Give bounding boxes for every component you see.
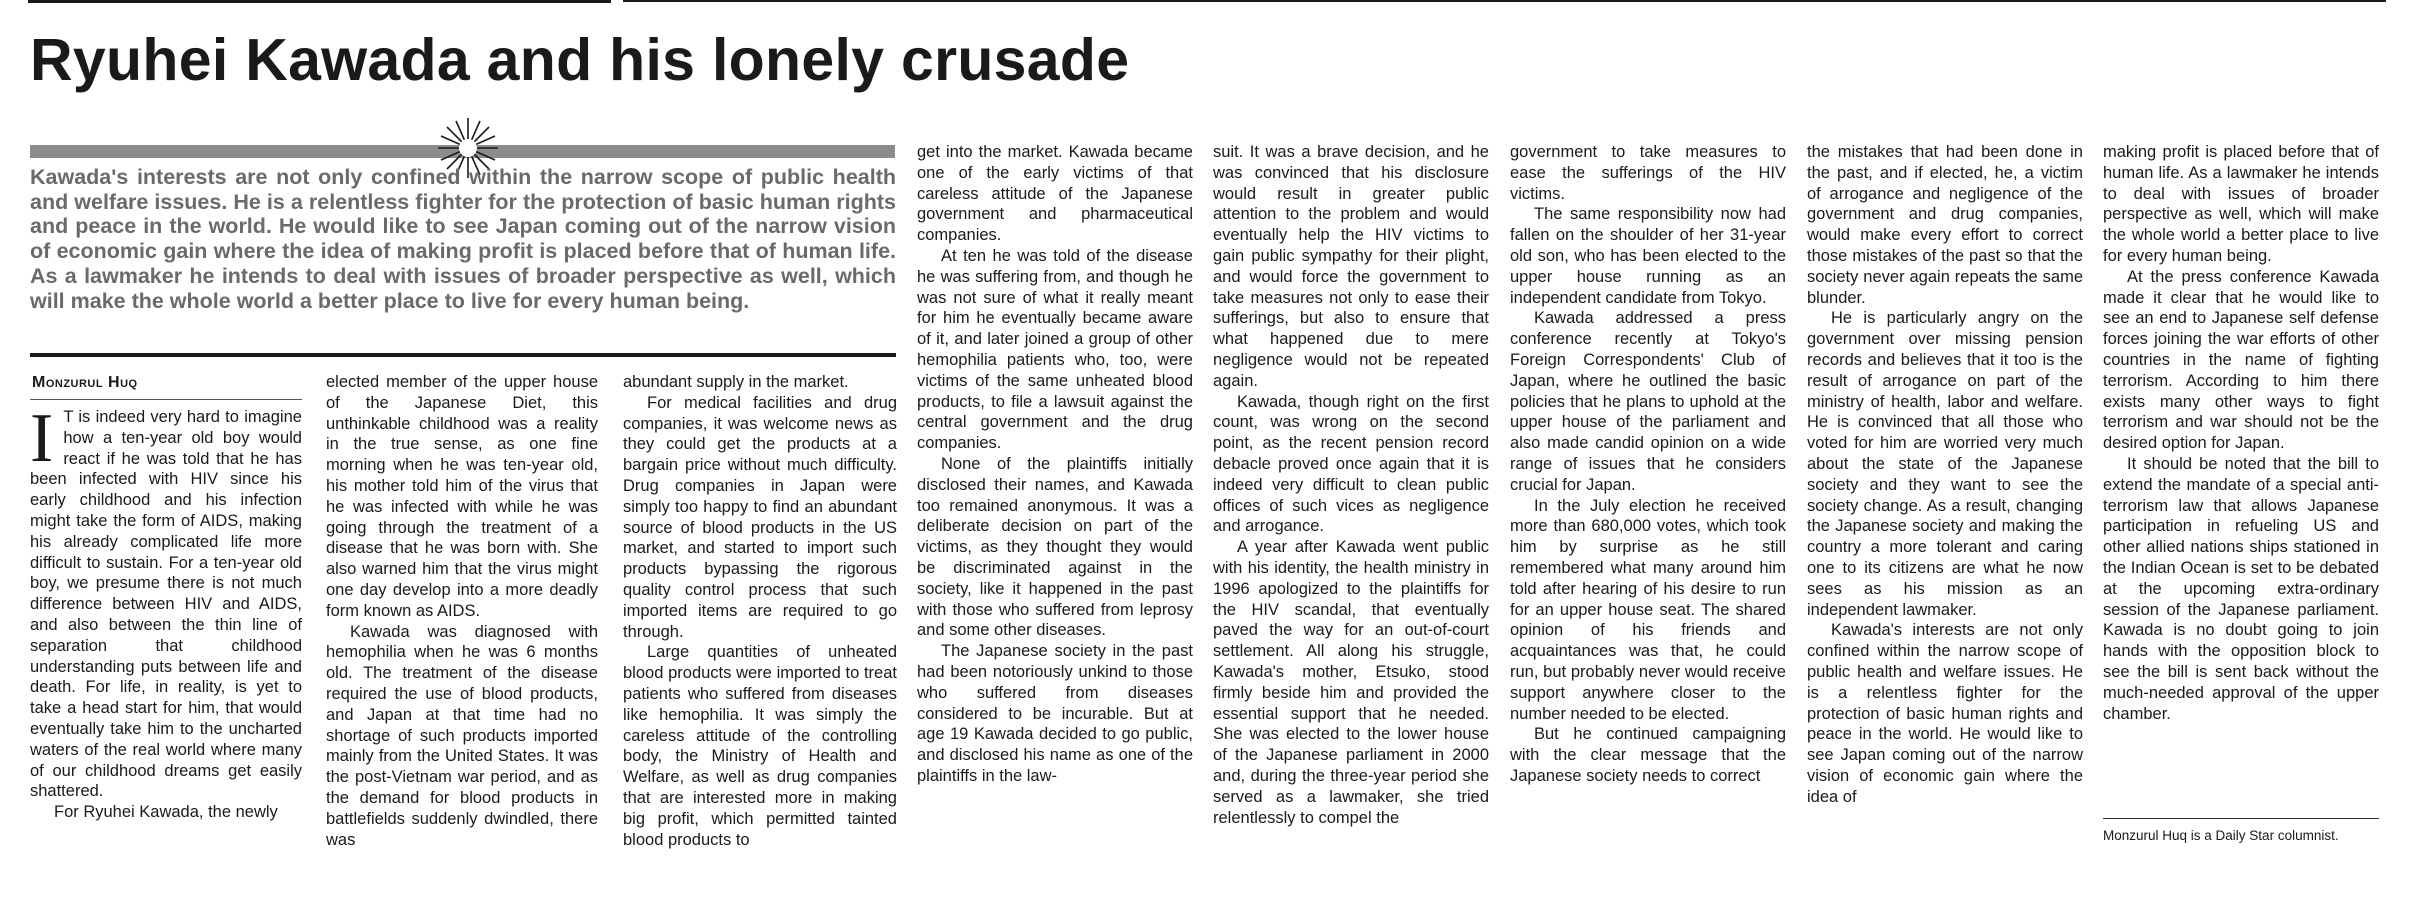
paragraph: get into the market. Kawada became one of the early victims of that careless attitude of the Japanese government and pharmaceutical companies. (917, 143, 1193, 245)
column-4 (917, 142, 1193, 787)
paragraph: But he continued campaigning with the clear message that the Japanese society needs to correct (1510, 725, 1786, 785)
paragraph: abundant supply in the market. (623, 373, 849, 391)
paragraph-text: T is indeed very hard to imagine how a ten-year old boy would react if he was told that he has been infected with HIV since his early childhood and his infection might take the form of AIDS, making his already complicated life more difficult to sustain. For a ten-year old boy, we presume there is not much difference between HIV and AIDS, and also between the thin line of separation that childhood understanding puts between life and death. For life, in reality, is yet to take a head start for him, that would eventually take him to the uncharted waters of the real world where many of our childhood dreams get easily shattered. (30, 408, 302, 801)
paragraph: the mistakes that had been done in the past, and if elected, he, a victim of arrogance and negligence of the government and drug companies, would make every effort to correct those mistakes of the past so that the society never again repeats the same blunder. (1807, 143, 2083, 307)
paragraph: Kawada was diagnosed with hemophilia when he was 6 months old. The treatment of the disease required the use of blood products, and Japan at that time had no shortage of such products imported mainly from the United States. It was the post-Vietnam war period, and as the demand for blood products in battlefields suddenly dwindled, there was (326, 622, 598, 849)
paragraph: He is particularly angry on the government over missing pension records and believes that it too is the result of arrogance on part of the ministry of health, labor and welfare. He is convinced that all those who voted for him are worried very much about the state of the Japanese society and they want to see the society change. As a result, changing the Japanese society and making the country a more tolerant and caring one to its citizens are what he now sees as his mission as an independent lawmaker. (1807, 309, 2083, 619)
drop-cap: I (30, 400, 54, 477)
column-5 (1213, 142, 1489, 828)
paragraph: For medical facilities and drug companies, it was welcome news as they could get the products at a bargain price without much difficulty. Drug companies in Japan were simply too happy to find an abundant source of blood products in the US market, and started to import such products bypassing the rigorous quality control process that such imported items are required to go through. (623, 393, 897, 641)
top-rule-right (623, 0, 2386, 2)
column-6 (1510, 142, 1786, 787)
top-rule-left (28, 0, 611, 3)
paragraph: making profit is placed before that of human life. As a lawmaker he intends to deal with issues of broader perspective as well, which will make the whole world a better place to live for every human being. (2103, 143, 2379, 265)
kicker-rule (30, 353, 896, 357)
paragraph: Large quantities of unheated blood products were imported to treat patients who suffered from diseases like hemophilia. It was simply the careless attitude of the controlling body, the Ministry of Health and Welfare, as well as drug companies that are interested more in making big profit, which permitted tainted blood products to (623, 643, 897, 849)
column-8 (2103, 142, 2379, 724)
column-1 (30, 400, 302, 823)
headline: Ryuhei Kawada and his lonely crusade (30, 27, 1130, 93)
column-7 (1807, 142, 2083, 808)
paragraph: At the press conference Kawada made it clear that he would like to see an end to Japanese self defense forces joining the war efforts of other countries in the name of fighting terrorism. According to him there exists many other ways to fight terrorism and war should not be the desired option for Japan. (2103, 267, 2379, 453)
paragraph: None of the plaintiffs initially disclosed their names, and Kawada too remained anonymous. It was a deliberate decision on part of the victims, as they thought they would be discriminated against in the society, like it happened in the past with those who suffered from leprosy and some other diseases. (917, 454, 1193, 640)
paragraph: The Japanese society in the past had been notoriously unkind to those who suffered from diseases considered to be incurable. But at age 19 Kawada decided to go public, and disclosed his name as one of the plaintiffs in the law- (917, 642, 1193, 785)
paragraph: government to take measures to ease the sufferings of the HIV victims. (1510, 143, 1786, 203)
paragraph: For Ryuhei Kawada, the newly (54, 803, 278, 822)
author-note: Monzurul Huq is a Daily Star columnist. (2103, 828, 2339, 843)
column-2 (326, 372, 598, 850)
paragraph: The same responsibility now had fallen on the shoulder of her 31-year old son, who has been elected to the upper house running as an independent candidate from Tokyo. (1510, 205, 1786, 307)
paragraph: suit. It was a brave decision, and he was convinced that his disclosure would result in greater public attention to the problem and would eventually help the HIV victims to gain public sympathy for their plight, and would force the government to take measures not only to ease their sufferings, but also to ensure that what happened due to mere negligence would not be repeated again. (1213, 143, 1489, 390)
kicker-summary: Kawada's interests are not only confined within the narrow scope of public health and welfare issues. He is a relentless fighter for the protection of basic human rights and peace in the world. He would like to see Japan coming out of the narrow vision of economic gain where the idea of making profit is placed before that of human life. As a lawmaker he intends to deal with issues of broader perspective as well, which will make the whole world a better place to live for every human being. (30, 165, 896, 313)
paragraph: Kawada, though right on the first count, was wrong on the second point, as the recent pension record debacle proved once again that it is indeed very difficult to clean public offices of such vices as negligence and arrogance. (1213, 392, 1489, 536)
paragraph: elected member of the upper house of the Japanese Diet, this unthinkable childhood was a reality in the true sense, as one fine morning when he was ten-year old, his mother told him of the virus that he was infected with while he was going through the treatment of a disease that he was born with. She also warned him that the virus might one day develop into a more deadly form known as AIDS. (326, 373, 598, 620)
paragraph: Kawada's interests are not only confined within the narrow scope of public health and welfare issues. He is a relentless fighter for the protection of basic human rights and peace in the world. He would like to see Japan coming out of the narrow vision of economic gain where the idea of (1807, 621, 2083, 806)
paragraph: It should be noted that the bill to extend the mandate of a special anti-terrorism law that allows Japanese participation in refueling US and other allied nations ships stationed in the Indian Ocean is set to be debated at the upcoming extra-ordinary session of the Japanese parliament. Kawada is no doubt going to join hands with the opposition block to see the bill is sent back without the much-needed approval of the upper chamber. (2103, 454, 2379, 723)
paragraph: A year after Kawada went public with his identity, the health ministry in 1996 apologized to the plaintiffs for the HIV scandal, that eventually paved the way for an out-of-court settlement. All along his struggle, Kawada's mother, Etsuko, stood firmly beside him and provided the essential support that he needed. She was elected to the lower house of the Japanese parliament in 2000 and, during the three-year period she served as a lawmaker, she tried relentlessly to compel the (1213, 538, 1489, 827)
paragraph: At ten he was told of the disease he was suffering from, and though he was not sure of what it really meant for him he eventually became aware of it, and later joined a group of other hemophilia patients who, too, were victims of the same unheated blood products, to file a lawsuit against the central government and the drug companies. (917, 246, 1193, 453)
column-3 (623, 372, 897, 850)
paragraph: In the July election he received more than 680,000 votes, which took him by surprise as he still remembered what many around him told after hearing of his desire to run for an upper house seat. The shared opinion of his friends and acquaintances was that, he could run, but probably never would receive support anywhere closer to the number needed to be elected. (1510, 496, 1786, 723)
paragraph (30, 400, 302, 802)
byline: Monzurul Huq (32, 374, 138, 391)
byline-rule (30, 399, 302, 400)
paragraph: Kawada addressed a press conference recently at Tokyo's Foreign Correspondents' Club of Japan, where he outlined the basic policies that he plans to uphold at the upper house of the parliament and also made candid opinion on a wide range of issues that he considers crucial for Japan. (1510, 309, 1786, 494)
endnote-rule (2103, 818, 2379, 819)
